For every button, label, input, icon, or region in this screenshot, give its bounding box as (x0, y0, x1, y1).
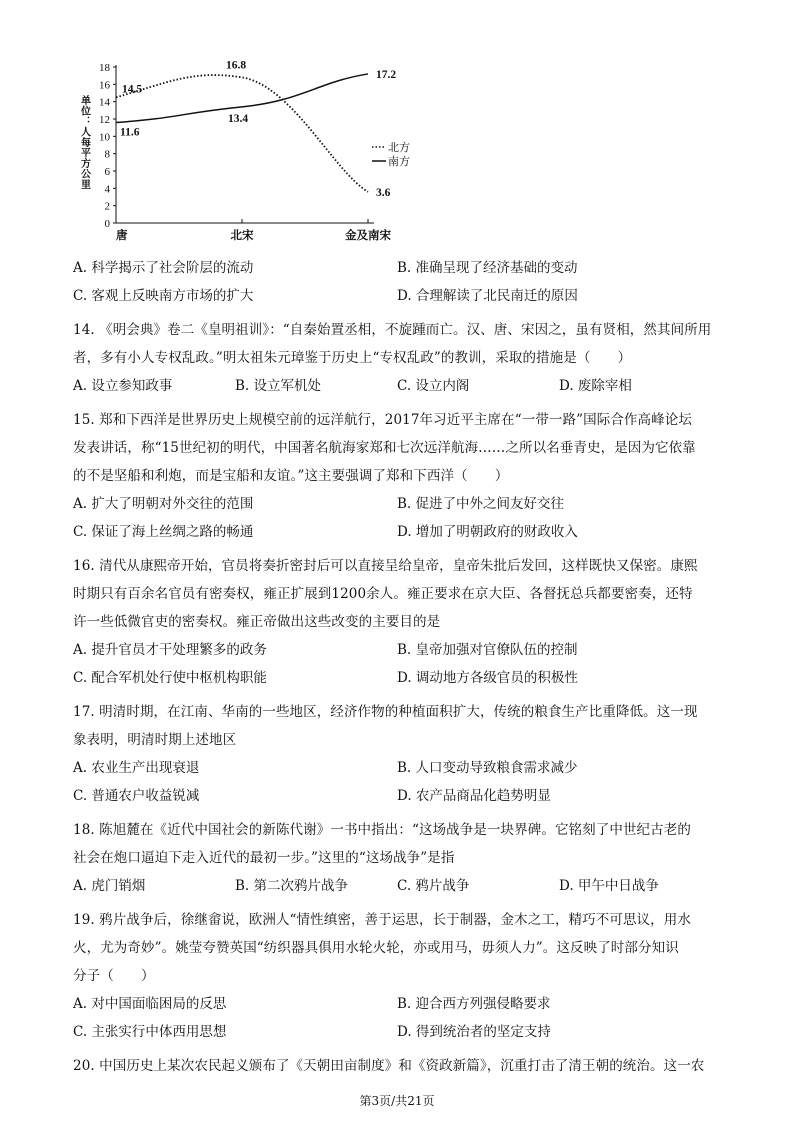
question-15 (73, 406, 733, 546)
x-tick-label: 北宋 (230, 230, 254, 242)
q19-stem-line: 19. 鸦片战争后，徐继畲说，欧洲人“情性缜密，善于运思，长于制器，金木之工，精巧不可思议，用水 (73, 912, 691, 928)
legend-label: 南方 (388, 156, 410, 168)
q19-stem-line: 火，尤为奇妙”。姚莹夸赞英国“纺织器具俱用水轮火轮，亦或用马，毋须人力”。这反映了时部分知识 (73, 940, 679, 956)
q14-option-a[interactable]: A. 设立参知政事 (73, 378, 173, 394)
data-label: 17.2 (376, 68, 397, 81)
q14-option-d[interactable]: D. 废除宰相 (559, 378, 632, 394)
q19-stem-line: 分子（ ） (73, 968, 155, 984)
q15-options-row-2 (73, 518, 733, 546)
y-tick-label: 14 (99, 96, 110, 109)
question-19 (73, 906, 733, 1046)
q18-option-a[interactable]: A. 虎门销烟 (73, 878, 146, 894)
q18-options-row (73, 872, 733, 900)
question-16 (73, 552, 733, 692)
legend-label: 北方 (388, 142, 410, 154)
q17-option-b[interactable]: B. 人口变动导致粮食需求减少 (397, 760, 578, 776)
question-body (73, 254, 733, 1080)
y-tick-label: 4 (104, 183, 110, 196)
q16-stem-line: 时期只有百余名官员有密奏权，雍正扩展到1200余人。雍正要求在京大臣、各督抚总兵都要密奏，还特 (73, 586, 693, 602)
question-17 (73, 698, 733, 810)
q16-options-row-1 (73, 636, 733, 664)
q17-option-c[interactable]: C. 普通农户收益锐减 (73, 788, 200, 804)
q17-stem-line: 象表明，明清时期上述地区 (73, 732, 237, 748)
q13-option-c[interactable]: C. 客观上反映南方市场的扩大 (73, 288, 254, 304)
q19-option-a[interactable]: A. 对中国面临困局的反思 (73, 996, 227, 1012)
question-20 (73, 1052, 733, 1080)
q16-options-row-2 (73, 664, 733, 692)
q19-option-b[interactable]: B. 迎合西方列强侵略要求 (397, 996, 551, 1012)
q17-stem-line: 17. 明清时期，在江南、华南的一些地区，经济作物的种植面积扩大，传统的粮食生产比重降低。这一现 (73, 704, 698, 720)
data-label: 14.5 (122, 83, 143, 96)
q14-stem-line: 14. 《明会典》卷二《皇明祖训》：“自秦始置丞相，不旋踵而亡。汉、唐、宋因之，虽有贤相，然其间所用 (73, 322, 712, 338)
y-tick-label: 10 (99, 131, 110, 144)
y-axis-label: 单位：人每平方公里 (78, 95, 90, 190)
q15-options-row-1 (73, 490, 733, 518)
q17-option-a[interactable]: A. 农业生产出现衰退 (73, 760, 200, 776)
population-density-chart (60, 55, 420, 255)
y-tick-label: 16 (99, 79, 110, 92)
q19-option-c[interactable]: C. 主张实行中体西用思想 (73, 1024, 227, 1040)
q19-option-d[interactable]: D. 得到统治者的坚定支持 (397, 1024, 551, 1040)
page-footer: 第3页/共21页 (359, 1094, 435, 1108)
q19-options-row-1 (73, 990, 733, 1018)
q13-option-a[interactable]: A. 科学揭示了社会阶层的流动 (73, 260, 254, 276)
q15-option-c[interactable]: C. 保证了海上丝绸之路的畅通 (73, 524, 254, 540)
line-chart (60, 55, 420, 255)
q16-option-a[interactable]: A. 提升官员才干处理繁多的政务 (73, 642, 267, 658)
q14-stem-line: 者，多有小人专权乱政。”明太祖朱元璋鉴于历史上“专权乱政”的教训，采取的措施是（ ） (73, 350, 632, 366)
q15-stem-line: 的不是坚船和利炮，而是宝船和友谊。”这主要强调了郑和下西洋（ ） (73, 468, 509, 484)
q20-stem-line: 20. 中国历史上某次农民起义颁布了《天朝田亩制度》和《资政新篇》，沉重打击了清王朝的统治。这一农 (73, 1058, 705, 1074)
q15-stem-line: 15. 郑和下西洋是世界历史上规模空前的远洋航行，2017年习近平主席在“一带一路”国际合作高峰论坛 (73, 412, 692, 428)
q15-option-a[interactable]: A. 扩大了明朝对外交往的范围 (73, 496, 254, 512)
q13-options-row-1 (73, 254, 733, 282)
series-line-north (116, 75, 368, 192)
x-tick-label: 金及南宋 (345, 230, 391, 242)
y-tick-label: 12 (99, 114, 110, 126)
q18-stem-line: 18. 陈旭麓在《近代中国社会的新陈代谢》一书中指出：“这场战争是一块界碑。它铭刻了中世纪古老的 (73, 822, 691, 838)
q14-options-row (73, 372, 733, 400)
y-tick-label: 2 (104, 200, 110, 213)
q18-option-b[interactable]: B. 第二次鸦片战争 (235, 878, 349, 894)
q18-option-c[interactable]: C. 鸦片战争 (397, 878, 470, 894)
q16-option-d[interactable]: D. 调动地方各级官员的积极性 (397, 670, 578, 686)
q13-option-d[interactable]: D. 合理解读了北民南迁的原因 (397, 288, 578, 304)
q15-option-d[interactable]: D. 增加了明朝政府的财政收入 (397, 524, 578, 540)
data-label: 11.6 (120, 126, 140, 139)
q16-stem-line: 16. 清代从康熙帝开始，官员将奏折密封后可以直接呈给皇帝，皇帝朱批后发回，这样既快又保密。康熙 (73, 558, 698, 574)
y-tick-label: 6 (104, 166, 110, 178)
q14-option-b[interactable]: B. 设立军机处 (235, 378, 322, 394)
data-label: 3.6 (376, 186, 391, 199)
q13-option-b[interactable]: B. 准确呈现了经济基础的变动 (397, 260, 578, 276)
y-tick-label: 8 (104, 148, 110, 161)
q17-option-d[interactable]: D. 农产品商品化趋势明显 (397, 788, 551, 804)
q17-options-row-1 (73, 754, 733, 782)
q14-option-c[interactable]: C. 设立内阁 (397, 378, 470, 394)
q18-stem-line: 社会在炮口逼迫下走入近代的最初一步。”这里的“这场战争”是指 (73, 850, 455, 866)
y-tick-label: 18 (99, 62, 110, 74)
q15-option-b[interactable]: B. 促进了中外之间友好交往 (397, 496, 565, 512)
data-label: 13.4 (227, 112, 249, 125)
q15-stem-line: 发表讲话，称“15世纪初的明代，中国著名航海家郑和七次远洋航海……之所以名垂青史，是因为它依靠 (73, 440, 696, 456)
y-tick-label: 0 (104, 218, 110, 230)
q17-options-row-2 (73, 782, 733, 810)
q16-stem-line: 许一些低微官吏的密奏权。雍正帝做出这些改变的主要目的是 (73, 614, 441, 630)
q16-option-c[interactable]: C. 配合军机处行使中枢机构职能 (73, 670, 267, 686)
question-14 (73, 316, 733, 400)
q13-options-row-2 (73, 282, 733, 310)
q16-option-b[interactable]: B. 皇帝加强对官僚队伍的控制 (397, 642, 578, 658)
q18-option-d[interactable]: D. 甲午中日战争 (559, 878, 659, 894)
q19-options-row-2 (73, 1018, 733, 1046)
question-18 (73, 816, 733, 900)
x-tick-label: 唐 (116, 230, 128, 242)
data-label: 16.8 (225, 59, 247, 72)
